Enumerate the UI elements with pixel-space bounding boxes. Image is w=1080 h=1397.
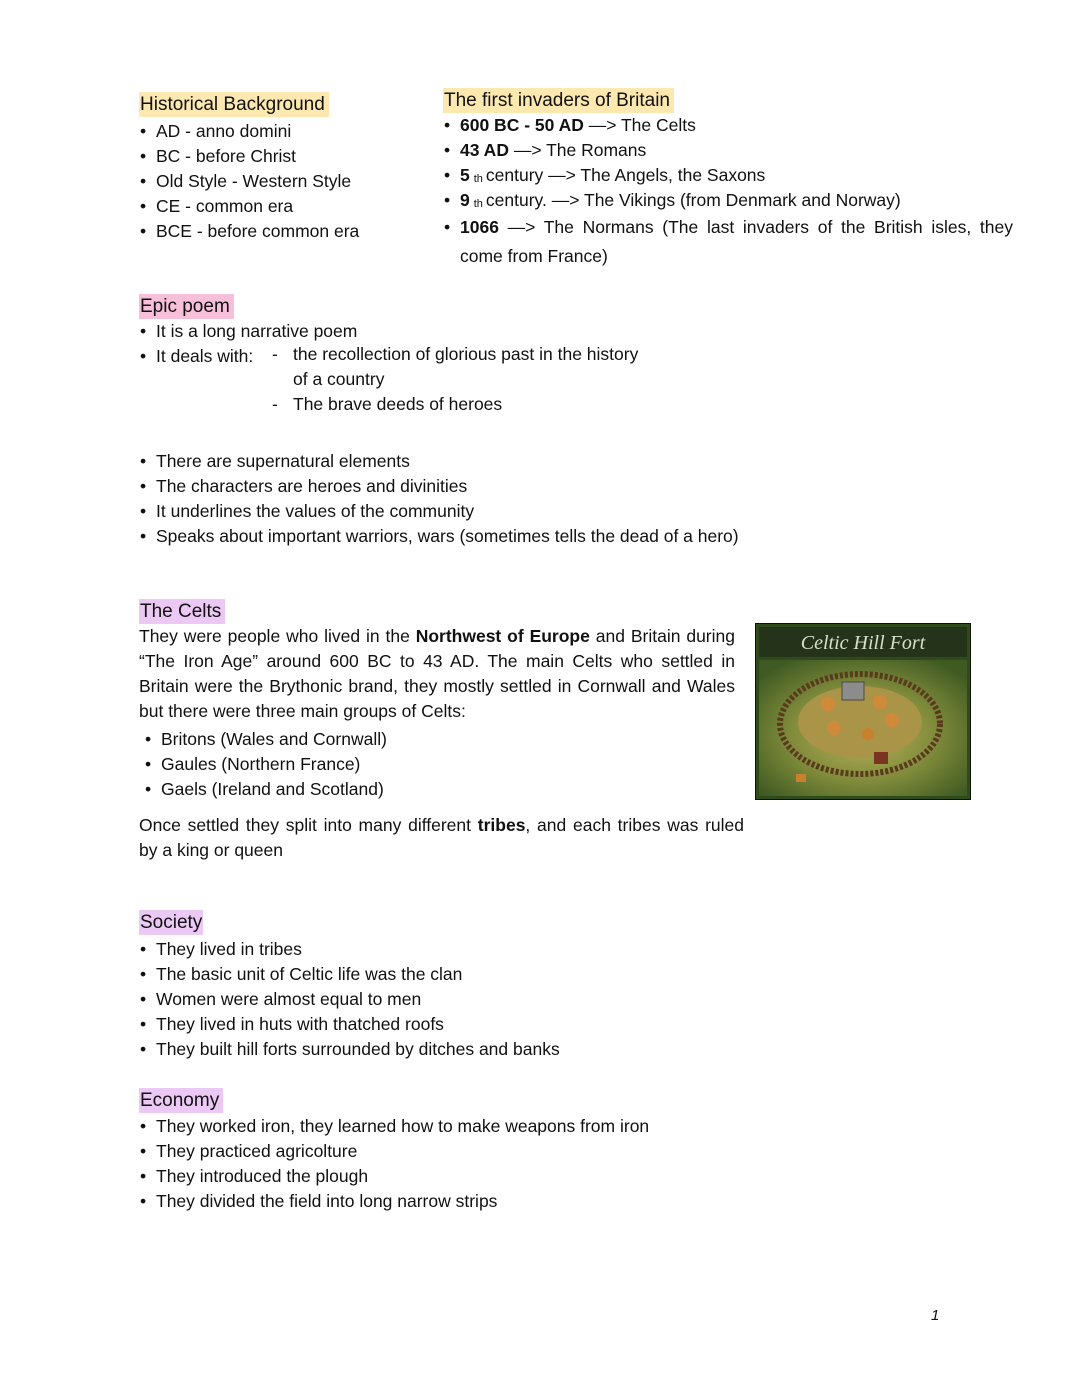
- list-item: • It deals with:: [139, 344, 839, 369]
- celtic-hill-fort-image: [755, 623, 971, 800]
- list-item: • Speaks about important warriors, wars (sometimes tells the dead of a hero): [139, 524, 839, 549]
- celts-heading: The Celts: [139, 599, 225, 624]
- list-item: • They divided the field into long narrow strips: [139, 1189, 649, 1214]
- economy-list: [139, 1114, 649, 1214]
- celts-groups: [144, 727, 744, 802]
- society-section: [139, 910, 560, 1062]
- historical-list: [139, 119, 359, 244]
- list-item: • The basic unit of Celtic life was the clan: [139, 962, 560, 987]
- list-item: • It underlines the values of the community: [139, 499, 839, 524]
- sub-item-continuation: of a country: [293, 369, 385, 389]
- list-item: • BCE - before common era: [139, 219, 359, 244]
- hill-fort-illustration: [756, 624, 970, 799]
- sub-item: - The brave deeds of heroes: [272, 394, 503, 414]
- list-item: • There are supernatural elements: [139, 449, 839, 474]
- society-list: [139, 937, 560, 1062]
- list-item: • The characters are heroes and divinities: [139, 474, 839, 499]
- list-item: • Gaels (Ireland and Scotland): [144, 777, 744, 802]
- list-item: • 600 BC - 50 AD —> The Celts: [443, 113, 1013, 138]
- list-item: • Britons (Wales and Cornwall): [144, 727, 744, 752]
- list-item: • They lived in tribes: [139, 937, 560, 962]
- invaders-section: [443, 88, 1013, 271]
- list-item: • They built hill forts surrounded by ditches and banks: [139, 1037, 560, 1062]
- historical-heading: Historical Background: [139, 92, 329, 117]
- sub-item: - the recollection of glorious past in the history: [272, 344, 639, 364]
- society-heading: Society: [140, 912, 203, 933]
- invaders-list: [443, 113, 1013, 271]
- deals-sublist: [272, 342, 832, 417]
- list-item: • 9 $_{th}$ century. —> The Vikings (from Denmark and Norway): [443, 188, 1013, 213]
- list-item: • BC - before Christ: [139, 144, 359, 169]
- economy-section: [139, 1088, 649, 1214]
- economy-heading: Economy: [139, 1088, 223, 1113]
- list-item: • They lived in huts with thatched roofs: [139, 1012, 560, 1037]
- epic-section: [139, 294, 839, 549]
- epic-heading: Epic poem: [139, 294, 234, 319]
- invaders-heading: The first invaders of Britain: [443, 88, 674, 113]
- list-item: • Women were almost equal to men: [139, 987, 560, 1012]
- list-item: • They introduced the plough: [139, 1164, 649, 1189]
- list-item: • Gaules (Northern France): [144, 752, 744, 777]
- celts-tribes-paragraph: Once settled they split into many different tribes, and each tribes was ruled by a king or queen: [139, 815, 745, 860]
- page-number: 1: [931, 1307, 940, 1324]
- list-item: • It is a long narrative poem: [139, 319, 839, 344]
- historical-section: [139, 92, 359, 244]
- list-item: • CE - common era: [139, 194, 359, 219]
- list-item: • They worked iron, they learned how to make weapons from iron: [139, 1114, 649, 1139]
- list-item: • Old Style - Western Style: [139, 169, 359, 194]
- celts-section: [139, 599, 744, 863]
- list-item: • They practiced agricolture: [139, 1139, 649, 1164]
- list-item: • 1066 —> The Normans (The last invaders of the British isles, they come from France): [443, 213, 1013, 271]
- list-item: • 5 $_{th}$ century —> The Angels, the Saxons: [443, 163, 1013, 188]
- epic-list-more: [139, 449, 839, 549]
- list-item: • AD - anno domini: [139, 119, 359, 144]
- image-caption: Celtic Hill Fort: [800, 632, 926, 654]
- list-item: • 43 AD —> The Romans: [443, 138, 1013, 163]
- celts-paragraph: They were people who lived in the Northwest of Europe and Britain during “The Iron Age” around 600 BC to 43 AD. The main Celts who settled in Britain were the Brythonic brand, they mostly settled in Cornwall and Wales but there were three main groups of Celts:: [139, 626, 735, 721]
